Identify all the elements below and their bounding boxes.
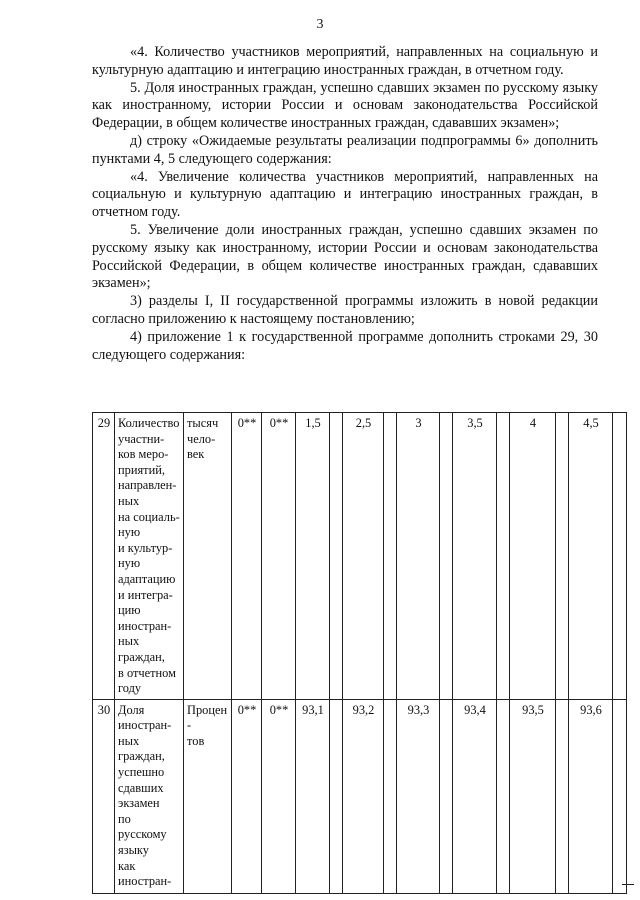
paragraph-4: «4. Увеличение количества участников мероприятий, направленных на социальную и культурную адаптацию и интеграцию иностранных граждан, в отчетном году. xyxy=(92,168,598,221)
value-cell: 0** xyxy=(232,699,262,893)
value-cell: 93,1 xyxy=(296,699,330,893)
value-cell: 3,5 xyxy=(453,413,497,700)
value-cell: 4,5 xyxy=(569,413,613,700)
value-cell: 93,4 xyxy=(453,699,497,893)
document-body xyxy=(92,44,598,364)
page-number: 3 xyxy=(316,17,324,32)
value-cell: 93,3 xyxy=(397,699,440,893)
value-cell xyxy=(440,699,453,893)
value-cell: 0** xyxy=(262,413,296,700)
indicator-name: Количество участни- ков меро- приятий, направлен- ных на социаль- ную и культур- ную адаптацию и интегра- цию иностран- ных граждан, в отчетном году xyxy=(115,413,184,700)
value-cell xyxy=(613,699,627,893)
value-cell xyxy=(497,699,510,893)
value-cell xyxy=(384,699,397,893)
unit: тысяч чело- век xyxy=(184,413,232,700)
value-cell xyxy=(613,413,627,700)
row-number: 29 xyxy=(93,413,115,700)
value-cell: 2,5 xyxy=(343,413,384,700)
value-cell: 93,6 xyxy=(569,699,613,893)
paragraph-2: 5. Доля иностранных граждан, успешно сдавших экзамен по русскому языку как иностранному, истории России и основам законодательства Российской Федерации, в общем количестве иностранных граждан, сдававших экзамен»; xyxy=(92,79,598,132)
value-cell: 93,2 xyxy=(343,699,384,893)
value-cell: 0** xyxy=(262,699,296,893)
paragraph-5: 5. Увеличение доли иностранных граждан, успешно сдавших экзамен по русскому языку как иностранному, истории России и основам законодательства Российской Федерации, в общем количестве иностранных граждан, сдававших экзамен»; xyxy=(92,221,598,292)
value-cell: 93,5 xyxy=(510,699,556,893)
value-cell xyxy=(384,413,397,700)
value-cell: 4 xyxy=(510,413,556,700)
unit: Процен- тов xyxy=(184,699,232,893)
paragraph-7: 4) приложение 1 к государственной программе дополнить строками 29, 30 следующего содержания: xyxy=(92,328,598,363)
value-cell xyxy=(330,699,343,893)
value-cell: 1,5 xyxy=(296,413,330,700)
page-edge-mark xyxy=(622,884,634,885)
value-cell xyxy=(440,413,453,700)
value-cell xyxy=(330,413,343,700)
value-cell xyxy=(556,413,569,700)
row-number: 30 xyxy=(93,699,115,893)
value-cell: 0** xyxy=(232,413,262,700)
table-row xyxy=(93,699,627,893)
table-row xyxy=(93,413,627,700)
indicator-name: Доля иностран- ных граждан, успешно сдавших экзамен по русскому языку как иностран- xyxy=(115,699,184,893)
paragraph-3: д) строку «Ожидаемые результаты реализации подпрограммы 6» дополнить пунктами 4, 5 следующего содержания: xyxy=(92,132,598,167)
value-cell xyxy=(556,699,569,893)
indicators-table xyxy=(92,412,627,894)
value-cell xyxy=(497,413,510,700)
value-cell: 3 xyxy=(397,413,440,700)
paragraph-1: «4. Количество участников мероприятий, направленных на социальную и культурную адаптацию и интеграцию иностранных граждан, в отчетном году. xyxy=(92,44,598,78)
paragraph-6: 3) разделы I, II государственной программы изложить в новой редакции согласно приложению к настоящему постановлению; xyxy=(92,293,598,327)
